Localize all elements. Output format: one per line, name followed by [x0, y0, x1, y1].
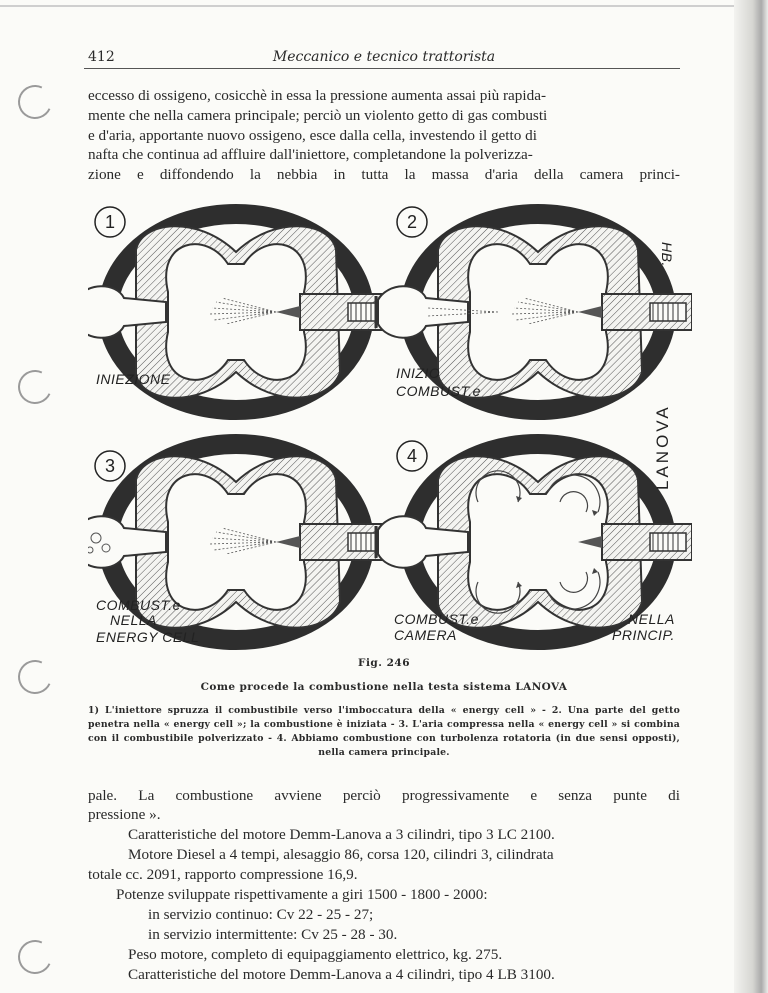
spec-line: in servizio intermittente: Cv 25 - 28 - 30. [148, 926, 398, 943]
artist-monogram: HB. [659, 242, 675, 267]
engine-specs [88, 806, 688, 991]
svg-text:2: 2 [406, 212, 418, 232]
spec-line: Motore Diesel a 4 tempi, alesaggio 86, corsa 120, cilindri 3, cilindrata [128, 846, 554, 863]
label-combust-3: COMBUST.e [96, 597, 181, 613]
label-lanova-vertical: LANOVA [653, 404, 672, 490]
page-header [88, 47, 680, 69]
svg-text:3: 3 [104, 456, 116, 476]
svg-text:1: 1 [104, 212, 116, 232]
label-nella-3: NELLA [110, 612, 157, 628]
text-line: zione e diffondendo la nebbia in tutta la massa d'aria della camera princi- [88, 166, 680, 184]
label-camera: CAMERA [394, 627, 457, 643]
label-iniezione: INIEZIONE [96, 371, 171, 387]
label-combust-2: COMBUST.e [396, 383, 481, 399]
label-combust-4: COMBUST.e [394, 611, 479, 627]
figure-title: Come procede la combustione nella testa sistema LANOVA [200, 681, 568, 693]
text-line: eccesso di ossigeno, cosicchè in essa la pressione aumenta assai più rapida- [88, 87, 547, 104]
scan-right-edge [734, 0, 768, 993]
spec-line: Peso motore, completo di equipaggiamento elettrico, kg. 275. [128, 946, 503, 963]
panel-number-3 [95, 451, 125, 481]
text-line: pale. La combustione avviene perciò progressivamente e senza punte di [88, 787, 680, 804]
punch-hole [13, 80, 57, 124]
spec-line: Potenze sviluppate rispettivamente a giri 1500 - 1800 - 2000: [116, 886, 488, 903]
punch-hole [13, 935, 57, 979]
text-line: e d'aria, apportante nuovo ossigeno, esce dalla cella, investendo il getto di [88, 126, 537, 144]
text-line: mente che nella camera principale; perciò un violento getto di gas combusti [88, 106, 548, 124]
figure-legend: 1) L'iniettore spruzza il combustibile verso l'imboccatura della « energy cell » - 2. Una parte del getto penetra nella « energy cell »; la combustione è iniziata - 3. L'aria compressa nella « energy cell » si combina con il combustibile polverizzato - 4. Abbiamo combustione con turbolenza rotatoria (in due sensi opposti), nella camera principale. [88, 705, 680, 758]
running-title: Meccanico e tecnico trattorista [272, 49, 496, 65]
figure-caption: Fig. 246 [357, 657, 410, 669]
panel-number-4 [397, 441, 427, 471]
page-number: 412 [88, 49, 115, 65]
combustion-figure [88, 200, 692, 650]
panel-number-1 [95, 207, 125, 237]
text-line: nafta che continua ad affluire dall'iniettore, completandone la polverizza- [88, 146, 533, 164]
svg-text:4: 4 [406, 446, 418, 466]
label-princip: PRINCIP. [612, 627, 675, 643]
spec-line: totale cc. 2091, rapporto compressione 16,9. [88, 866, 358, 883]
punch-hole [13, 365, 57, 409]
label-inizio: INIZIO [396, 365, 441, 381]
label-nella-4: NELLA [628, 611, 675, 627]
scan-top-edge [0, 5, 768, 7]
punch-hole [13, 655, 57, 699]
text-line: pressione ». [88, 806, 161, 823]
paragraph-top [88, 86, 680, 185]
panel-number-2 [397, 207, 427, 237]
spec-line: Caratteristiche del motore Demm-Lanova a 4 cilindri, tipo 4 LB 3100. [128, 966, 555, 983]
spec-line: Caratteristiche del motore Demm-Lanova a 3 cilindri, tipo 3 LC 2100. [128, 826, 555, 843]
spec-line: in servizio continuo: Cv 22 - 25 - 27; [148, 906, 374, 923]
paragraph-continued [88, 786, 680, 806]
header-rule [84, 68, 680, 69]
label-energy-cell: ENERGY CELL [96, 629, 200, 645]
